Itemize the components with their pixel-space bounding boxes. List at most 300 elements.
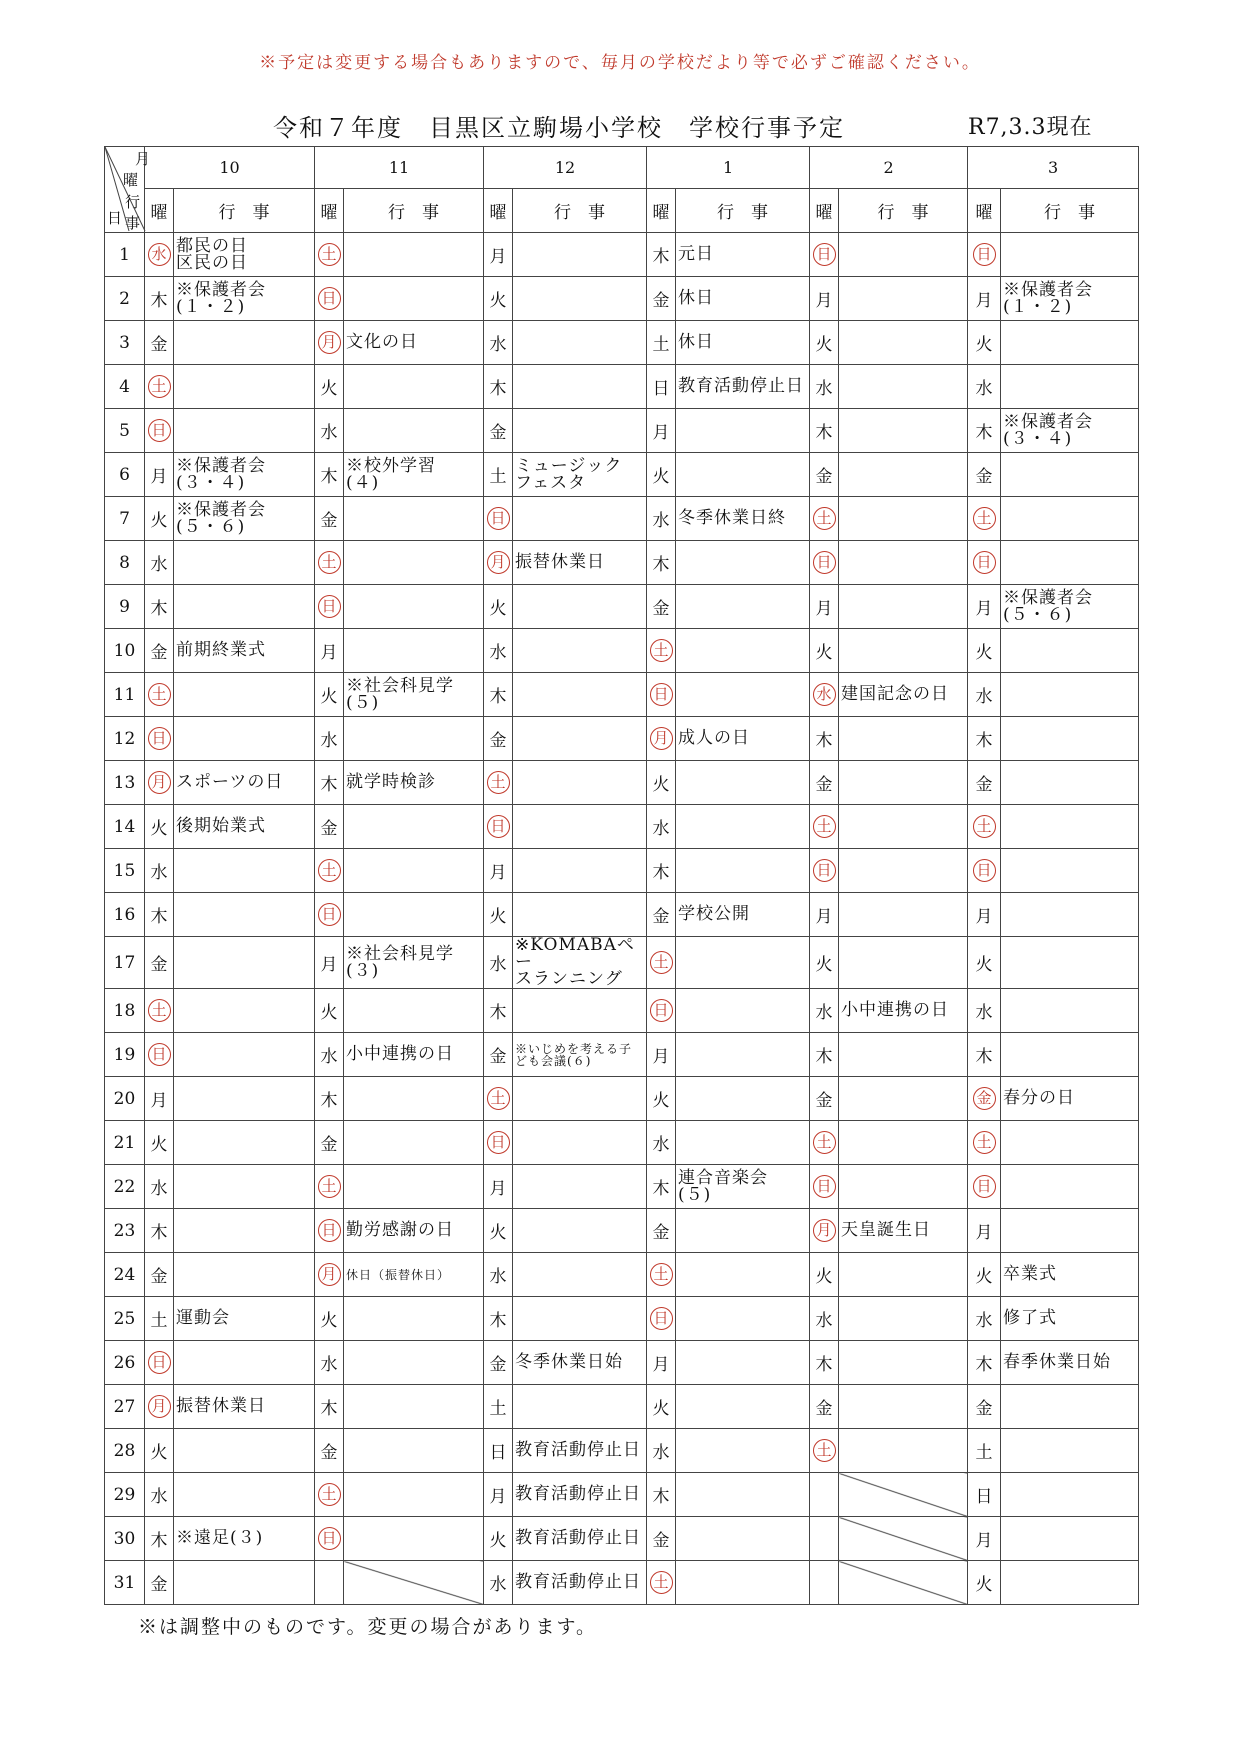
weekday-cell xyxy=(810,1429,839,1473)
event-cell xyxy=(513,1385,647,1429)
weekday-cell xyxy=(484,1121,513,1165)
event-cell xyxy=(676,1341,810,1385)
event-cell xyxy=(676,1517,810,1561)
event-cell xyxy=(513,1209,647,1253)
weekday-cell: 木 xyxy=(484,673,513,717)
weekday-cell: 火 xyxy=(647,761,676,805)
event-line: (３) xyxy=(346,960,380,981)
event-cell xyxy=(676,849,810,893)
weekday-cell: 金 xyxy=(315,805,344,849)
event-column-header: 行 事 xyxy=(839,189,968,233)
event-cell xyxy=(839,277,968,321)
event-cell xyxy=(676,409,810,453)
event-cell xyxy=(344,1429,484,1473)
weekday-cell: 月 xyxy=(647,1033,676,1077)
event-cell xyxy=(344,409,484,453)
event-cell xyxy=(1001,277,1139,321)
event-cell xyxy=(174,365,315,409)
event-cell xyxy=(344,1473,484,1517)
holiday-circle-mark: 日 xyxy=(318,287,341,310)
holiday-circle-mark: 土 xyxy=(318,1483,341,1506)
event-line: 就学時検診 xyxy=(346,772,437,792)
day-number: 6 xyxy=(105,453,145,497)
event-line: 春分の日 xyxy=(1003,1088,1076,1108)
event-cell xyxy=(513,1561,647,1605)
event-cell xyxy=(839,1385,968,1429)
table-row xyxy=(105,1385,1139,1429)
holiday-circle-mark: 月 xyxy=(318,331,341,354)
weekday-cell: 木 xyxy=(647,1165,676,1209)
event-cell xyxy=(839,1341,968,1385)
event-line: (５) xyxy=(678,1184,712,1205)
event-cell xyxy=(344,1385,484,1429)
event-cell xyxy=(1001,1165,1139,1209)
event-cell xyxy=(676,893,810,937)
weekday-cell: 月 xyxy=(484,233,513,277)
event-line: ※保護者会 xyxy=(1003,279,1094,300)
table-row xyxy=(105,1077,1139,1121)
event-cell xyxy=(344,233,484,277)
table-row xyxy=(105,629,1139,673)
holiday-circle-mark: 日 xyxy=(318,1527,341,1550)
event-line: 冬季休業日終 xyxy=(678,508,787,528)
weekday-cell: 木 xyxy=(315,1385,344,1429)
holiday-circle-mark: 土 xyxy=(148,683,171,706)
weekday-cell: 金 xyxy=(145,1561,174,1605)
weekday-cell xyxy=(968,497,1001,541)
event-cell xyxy=(513,321,647,365)
table-row xyxy=(105,1561,1139,1605)
event-line: (１・２) xyxy=(1003,296,1073,317)
event-cell xyxy=(839,1561,968,1605)
weekday-column-header: 曜 xyxy=(315,189,344,233)
event-column-header: 行 事 xyxy=(513,189,647,233)
event-cell xyxy=(513,717,647,761)
month-header: 1 xyxy=(647,147,810,189)
weekday-cell: 金 xyxy=(647,277,676,321)
weekday-cell: 火 xyxy=(810,1253,839,1297)
weekday-cell: 水 xyxy=(968,989,1001,1033)
table-row xyxy=(105,233,1139,277)
event-cell xyxy=(174,1077,315,1121)
weekday-cell: 金 xyxy=(484,409,513,453)
event-cell xyxy=(839,893,968,937)
event-cell xyxy=(1001,365,1139,409)
weekday-cell xyxy=(968,1121,1001,1165)
weekday-column-header: 曜 xyxy=(484,189,513,233)
event-cell xyxy=(513,1033,647,1077)
weekday-column-header: 曜 xyxy=(968,189,1001,233)
event-cell xyxy=(676,761,810,805)
holiday-circle-mark: 日 xyxy=(813,243,836,266)
holiday-circle-mark: 土 xyxy=(650,639,673,662)
event-line: 振替休業日 xyxy=(515,552,606,572)
weekday-cell: 火 xyxy=(315,1297,344,1341)
table-row xyxy=(105,277,1139,321)
event-cell xyxy=(344,1209,484,1253)
weekday-cell xyxy=(968,233,1001,277)
weekday-cell: 水 xyxy=(315,1033,344,1077)
event-line: ※保護者会 xyxy=(1003,587,1094,608)
weekday-cell: 月 xyxy=(968,277,1001,321)
weekday-cell: 火 xyxy=(145,1429,174,1473)
table-row xyxy=(105,893,1139,937)
event-cell xyxy=(174,629,315,673)
weekday-cell: 水 xyxy=(647,1429,676,1473)
holiday-circle-mark: 金 xyxy=(973,1087,996,1110)
weekday-cell: 木 xyxy=(810,717,839,761)
weekday-cell: 金 xyxy=(810,761,839,805)
weekday-cell: 月 xyxy=(810,893,839,937)
holiday-circle-mark: 月 xyxy=(813,1219,836,1242)
weekday-cell: 金 xyxy=(968,1385,1001,1429)
weekday-cell: 土 xyxy=(484,453,513,497)
weekday-cell: 火 xyxy=(810,937,839,989)
event-line: 教育活動停止日 xyxy=(515,1484,642,1504)
weekday-cell: 水 xyxy=(968,1297,1001,1341)
weekday-cell: 月 xyxy=(145,1077,174,1121)
event-cell xyxy=(513,541,647,585)
holiday-circle-mark: 土 xyxy=(148,999,171,1022)
weekday-cell: 月 xyxy=(647,409,676,453)
event-cell xyxy=(174,453,315,497)
event-cell xyxy=(344,1253,484,1297)
event-cell xyxy=(676,1033,810,1077)
event-cell xyxy=(174,989,315,1033)
weekday-cell xyxy=(315,1165,344,1209)
weekday-cell xyxy=(484,497,513,541)
event-cell xyxy=(839,409,968,453)
weekday-cell xyxy=(810,1473,839,1517)
day-number: 12 xyxy=(105,717,145,761)
day-number: 30 xyxy=(105,1517,145,1561)
weekday-cell xyxy=(810,1517,839,1561)
event-line: ども会議(６) xyxy=(515,1053,592,1068)
weekday-cell: 金 xyxy=(484,1341,513,1385)
table-row xyxy=(105,585,1139,629)
event-cell xyxy=(839,989,968,1033)
day-number: 16 xyxy=(105,893,145,937)
event-cell xyxy=(1001,497,1139,541)
weekday-cell: 木 xyxy=(145,893,174,937)
event-cell xyxy=(344,1165,484,1209)
event-cell xyxy=(839,1077,968,1121)
event-line: (３・４) xyxy=(176,472,246,493)
event-cell xyxy=(513,849,647,893)
holiday-circle-mark: 日 xyxy=(148,727,171,750)
weekday-cell xyxy=(145,761,174,805)
event-column-header: 行 事 xyxy=(344,189,484,233)
day-number: 23 xyxy=(105,1209,145,1253)
event-cell xyxy=(1001,1033,1139,1077)
holiday-circle-mark: 日 xyxy=(650,999,673,1022)
event-cell xyxy=(676,1385,810,1429)
weekday-cell: 水 xyxy=(315,1341,344,1385)
weekday-cell: 火 xyxy=(484,277,513,321)
weekday-cell: 水 xyxy=(484,629,513,673)
holiday-circle-mark: 日 xyxy=(487,1131,510,1154)
table-row xyxy=(105,1121,1139,1165)
table-row xyxy=(105,849,1139,893)
event-line: ※社会科見学 xyxy=(346,675,455,696)
weekday-cell: 火 xyxy=(315,989,344,1033)
weekday-cell xyxy=(145,1033,174,1077)
event-line: 勤労感謝の日 xyxy=(346,1220,455,1240)
weekday-cell xyxy=(968,1077,1001,1121)
event-cell xyxy=(344,805,484,849)
holiday-circle-mark: 土 xyxy=(650,1263,673,1286)
event-cell xyxy=(676,277,810,321)
event-cell xyxy=(513,1341,647,1385)
event-cell xyxy=(513,761,647,805)
table-row xyxy=(105,673,1139,717)
weekday-cell: 木 xyxy=(484,989,513,1033)
weekday-cell xyxy=(145,409,174,453)
weekday-cell xyxy=(145,233,174,277)
weekday-cell: 月 xyxy=(968,1517,1001,1561)
event-cell xyxy=(174,761,315,805)
event-column-header: 行 事 xyxy=(676,189,810,233)
weekday-cell: 日 xyxy=(647,365,676,409)
event-line: 区民の日 xyxy=(176,252,248,273)
event-cell xyxy=(676,717,810,761)
holiday-circle-mark: 土 xyxy=(813,815,836,838)
event-line: フェスタ xyxy=(515,472,587,493)
weekday-cell xyxy=(810,673,839,717)
event-cell xyxy=(839,673,968,717)
weekday-cell: 月 xyxy=(315,629,344,673)
day-number: 24 xyxy=(105,1253,145,1297)
event-cell xyxy=(513,1517,647,1561)
holiday-circle-mark: 土 xyxy=(148,375,171,398)
event-cell xyxy=(174,1253,315,1297)
weekday-cell: 木 xyxy=(968,717,1001,761)
event-cell xyxy=(839,541,968,585)
event-line: 後期始業式 xyxy=(176,816,266,836)
corner-cell xyxy=(105,147,151,233)
weekday-cell: 金 xyxy=(810,453,839,497)
weekday-cell xyxy=(647,937,676,989)
event-cell xyxy=(1001,1473,1139,1517)
event-line: ※保護者会 xyxy=(1003,411,1094,432)
weekday-cell xyxy=(145,673,174,717)
event-cell xyxy=(174,937,315,989)
table-row xyxy=(105,1033,1139,1077)
month-header: 2 xyxy=(810,147,968,189)
table-row xyxy=(105,1429,1139,1473)
event-cell xyxy=(513,1473,647,1517)
day-number: 15 xyxy=(105,849,145,893)
holiday-circle-mark: 土 xyxy=(813,1439,836,1462)
event-cell xyxy=(513,1121,647,1165)
footnote: ※は調整中のものです。変更の場合があります。 xyxy=(138,1616,597,1638)
weekday-cell xyxy=(810,1121,839,1165)
weekday-cell xyxy=(810,1209,839,1253)
weekday-cell: 水 xyxy=(647,805,676,849)
weekday-cell: 月 xyxy=(968,585,1001,629)
event-cell xyxy=(344,1561,484,1605)
table-row xyxy=(105,989,1139,1033)
event-cell xyxy=(174,1209,315,1253)
event-cell xyxy=(676,497,810,541)
event-cell xyxy=(344,849,484,893)
event-line: 文化の日 xyxy=(346,332,419,352)
weekday-cell xyxy=(145,989,174,1033)
holiday-circle-mark: 日 xyxy=(973,859,996,882)
event-cell xyxy=(174,321,315,365)
weekday-cell: 金 xyxy=(145,321,174,365)
event-cell xyxy=(513,1165,647,1209)
event-line: 休日（振替休日） xyxy=(346,1267,451,1282)
weekday-cell: 金 xyxy=(647,893,676,937)
event-cell xyxy=(174,1561,315,1605)
event-cell xyxy=(174,497,315,541)
day-number: 9 xyxy=(105,585,145,629)
weekday-cell xyxy=(484,805,513,849)
weekday-cell: 火 xyxy=(145,1121,174,1165)
weekday-cell: 木 xyxy=(145,1209,174,1253)
weekday-cell xyxy=(647,717,676,761)
table-row xyxy=(105,1253,1139,1297)
weekday-cell xyxy=(810,805,839,849)
holiday-circle-mark: 日 xyxy=(487,507,510,530)
weekday-cell xyxy=(315,849,344,893)
event-cell xyxy=(174,717,315,761)
weekday-cell xyxy=(315,233,344,277)
holiday-circle-mark: 日 xyxy=(487,815,510,838)
weekday-cell: 木 xyxy=(315,453,344,497)
weekday-cell: 火 xyxy=(145,805,174,849)
day-number: 2 xyxy=(105,277,145,321)
weekday-cell: 水 xyxy=(810,989,839,1033)
event-cell xyxy=(839,629,968,673)
event-cell xyxy=(174,849,315,893)
holiday-circle-mark: 日 xyxy=(813,859,836,882)
weekday-cell: 金 xyxy=(145,1253,174,1297)
event-cell xyxy=(513,277,647,321)
event-cell xyxy=(839,1429,968,1473)
weekday-cell: 火 xyxy=(484,1517,513,1561)
event-cell xyxy=(513,1297,647,1341)
event-cell xyxy=(839,1517,968,1561)
day-number: 5 xyxy=(105,409,145,453)
holiday-circle-mark: 日 xyxy=(973,1175,996,1198)
weekday-cell: 木 xyxy=(968,1033,1001,1077)
weekday-cell: 月 xyxy=(145,453,174,497)
event-cell xyxy=(676,1209,810,1253)
weekday-cell xyxy=(145,1341,174,1385)
weekday-cell: 火 xyxy=(968,1253,1001,1297)
event-cell xyxy=(1001,585,1139,629)
table-row xyxy=(105,497,1139,541)
event-cell xyxy=(676,673,810,717)
weekday-cell xyxy=(484,541,513,585)
event-cell xyxy=(1001,1077,1139,1121)
event-cell xyxy=(344,1297,484,1341)
weekday-cell: 火 xyxy=(484,1209,513,1253)
event-line: 建国記念の日 xyxy=(841,684,950,704)
weekday-cell: 水 xyxy=(484,321,513,365)
day-number: 3 xyxy=(105,321,145,365)
holiday-circle-mark: 水 xyxy=(148,243,171,266)
weekday-cell: 木 xyxy=(968,1341,1001,1385)
event-cell xyxy=(1001,893,1139,937)
event-line: スポーツの日 xyxy=(176,772,284,792)
event-cell xyxy=(1001,629,1139,673)
event-cell xyxy=(513,989,647,1033)
event-cell xyxy=(513,1253,647,1297)
event-cell xyxy=(839,321,968,365)
event-line: (５・６) xyxy=(1003,604,1073,625)
weekday-cell: 火 xyxy=(484,893,513,937)
weekday-cell: 金 xyxy=(315,1121,344,1165)
table-row xyxy=(105,761,1139,805)
event-cell xyxy=(344,1121,484,1165)
day-number: 20 xyxy=(105,1077,145,1121)
event-cell xyxy=(513,497,647,541)
event-cell xyxy=(174,673,315,717)
day-number: 19 xyxy=(105,1033,145,1077)
weekday-cell: 火 xyxy=(810,321,839,365)
weekday-cell: 水 xyxy=(810,1297,839,1341)
weekday-column-header: 曜 xyxy=(647,189,676,233)
weekday-cell: 火 xyxy=(968,629,1001,673)
event-cell xyxy=(839,1121,968,1165)
event-cell xyxy=(344,629,484,673)
table-row xyxy=(105,365,1139,409)
holiday-circle-mark: 日 xyxy=(318,903,341,926)
day-number: 4 xyxy=(105,365,145,409)
event-cell xyxy=(174,541,315,585)
weekday-cell: 金 xyxy=(647,585,676,629)
event-cell xyxy=(676,1253,810,1297)
calendar-body xyxy=(105,233,1139,1605)
table-row xyxy=(105,453,1139,497)
event-line: 天皇誕生日 xyxy=(841,1220,932,1240)
day-number: 28 xyxy=(105,1429,145,1473)
event-cell xyxy=(1001,409,1139,453)
weekday-cell xyxy=(647,1297,676,1341)
event-line: 教育活動停止日 xyxy=(515,1528,642,1548)
event-line: (４) xyxy=(346,472,380,493)
holiday-circle-mark: 日 xyxy=(813,1175,836,1198)
weekday-cell: 月 xyxy=(484,1473,513,1517)
event-cell xyxy=(676,629,810,673)
event-line: 卒業式 xyxy=(1003,1264,1058,1284)
weekday-cell: 金 xyxy=(145,937,174,989)
event-cell xyxy=(1001,453,1139,497)
weekday-cell: 火 xyxy=(647,453,676,497)
event-cell xyxy=(344,937,484,989)
weekday-cell: 火 xyxy=(484,585,513,629)
event-cell xyxy=(1001,1385,1139,1429)
weekday-cell: 木 xyxy=(810,409,839,453)
weekday-cell: 水 xyxy=(315,717,344,761)
holiday-circle-mark: 月 xyxy=(318,1263,341,1286)
event-cell xyxy=(1001,673,1139,717)
weekday-cell xyxy=(810,1165,839,1209)
event-cell xyxy=(676,585,810,629)
weekday-cell xyxy=(810,1561,839,1605)
table-row xyxy=(105,1341,1139,1385)
event-cell xyxy=(839,937,968,989)
event-cell xyxy=(344,585,484,629)
event-cell xyxy=(839,805,968,849)
weekday-cell: 水 xyxy=(968,673,1001,717)
weekday-cell xyxy=(968,849,1001,893)
event-cell xyxy=(1001,321,1139,365)
event-line: スランニング xyxy=(515,969,623,989)
